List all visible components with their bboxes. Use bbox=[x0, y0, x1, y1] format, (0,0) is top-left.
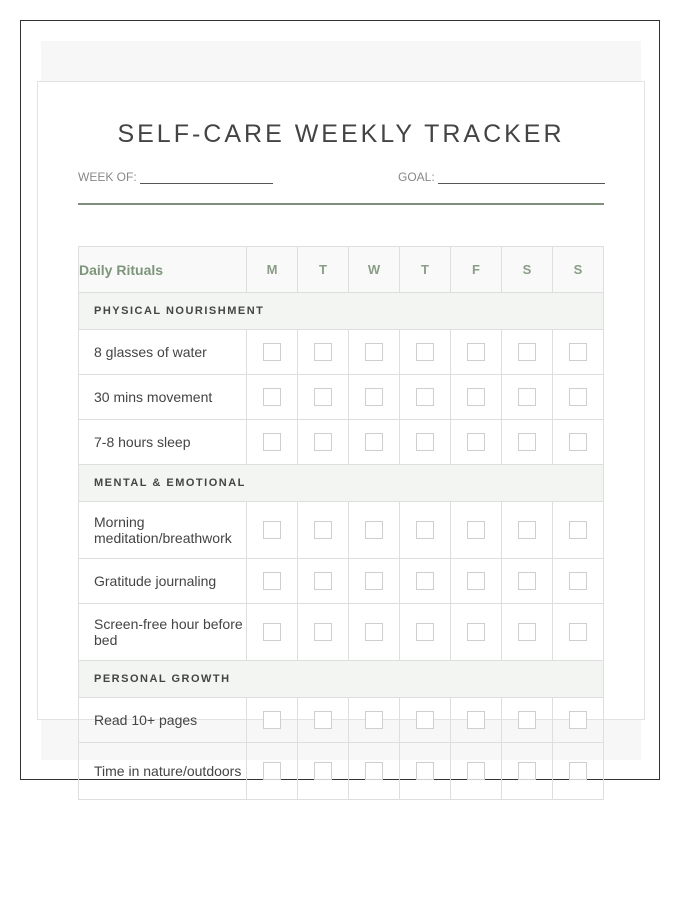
day-checkbox[interactable] bbox=[569, 388, 587, 406]
day-checkbox[interactable] bbox=[365, 433, 383, 451]
day-checkbox[interactable] bbox=[416, 762, 434, 780]
day-checkbox[interactable] bbox=[416, 521, 434, 539]
day-checkbox[interactable] bbox=[518, 711, 536, 729]
table-row bbox=[79, 743, 604, 800]
section-row bbox=[79, 465, 604, 502]
day-checkbox[interactable] bbox=[416, 623, 434, 641]
column-header-day: M bbox=[247, 247, 298, 293]
day-checkbox[interactable] bbox=[314, 433, 332, 451]
page-title: SELF-CARE WEEKLY TRACKER bbox=[117, 120, 565, 148]
day-checkbox[interactable] bbox=[467, 762, 485, 780]
day-checkbox[interactable] bbox=[416, 388, 434, 406]
week-of-label: WEEK OF: bbox=[78, 170, 137, 184]
day-checkbox[interactable] bbox=[314, 388, 332, 406]
day-checkbox[interactable] bbox=[263, 572, 281, 590]
day-checkbox[interactable] bbox=[518, 343, 536, 361]
ritual-label: 8 glasses of water bbox=[79, 330, 247, 375]
ritual-label: 30 mins movement bbox=[79, 375, 247, 420]
day-checkbox[interactable] bbox=[569, 343, 587, 361]
goal-label: GOAL: bbox=[398, 170, 435, 184]
day-checkbox[interactable] bbox=[569, 711, 587, 729]
day-checkbox[interactable] bbox=[263, 623, 281, 641]
column-header-day: S bbox=[553, 247, 604, 293]
column-header-day: F bbox=[451, 247, 502, 293]
day-checkbox[interactable] bbox=[518, 388, 536, 406]
week-of-input-line[interactable] bbox=[140, 171, 273, 184]
day-checkbox[interactable] bbox=[365, 572, 383, 590]
day-checkbox[interactable] bbox=[416, 343, 434, 361]
table-row bbox=[79, 559, 604, 604]
day-checkbox[interactable] bbox=[263, 521, 281, 539]
section-title: PERSONAL GROWTH bbox=[79, 661, 604, 698]
day-checkbox[interactable] bbox=[365, 343, 383, 361]
day-checkbox[interactable] bbox=[314, 762, 332, 780]
day-checkbox[interactable] bbox=[314, 343, 332, 361]
day-checkbox[interactable] bbox=[569, 623, 587, 641]
day-checkbox[interactable] bbox=[263, 433, 281, 451]
day-checkbox[interactable] bbox=[365, 762, 383, 780]
day-checkbox[interactable] bbox=[569, 521, 587, 539]
table-row bbox=[79, 375, 604, 420]
column-header-day: T bbox=[400, 247, 451, 293]
table-row bbox=[79, 698, 604, 743]
day-checkbox[interactable] bbox=[416, 572, 434, 590]
ritual-label: Gratitude journaling bbox=[79, 559, 247, 604]
ritual-label: Screen-free hour before bed bbox=[79, 604, 247, 661]
day-checkbox[interactable] bbox=[263, 711, 281, 729]
day-checkbox[interactable] bbox=[467, 711, 485, 729]
day-checkbox[interactable] bbox=[467, 433, 485, 451]
table-header-row bbox=[79, 247, 604, 293]
day-checkbox[interactable] bbox=[263, 343, 281, 361]
day-checkbox[interactable] bbox=[314, 623, 332, 641]
day-checkbox[interactable] bbox=[518, 623, 536, 641]
ritual-label: Read 10+ pages bbox=[79, 698, 247, 743]
day-checkbox[interactable] bbox=[314, 711, 332, 729]
day-checkbox[interactable] bbox=[467, 388, 485, 406]
column-header-day: W bbox=[349, 247, 400, 293]
day-checkbox[interactable] bbox=[518, 762, 536, 780]
table-row bbox=[79, 330, 604, 375]
day-checkbox[interactable] bbox=[569, 762, 587, 780]
ritual-label: 7-8 hours sleep bbox=[79, 420, 247, 465]
day-checkbox[interactable] bbox=[365, 388, 383, 406]
day-checkbox[interactable] bbox=[569, 572, 587, 590]
day-checkbox[interactable] bbox=[263, 762, 281, 780]
day-checkbox[interactable] bbox=[467, 572, 485, 590]
day-checkbox[interactable] bbox=[467, 343, 485, 361]
section-row bbox=[79, 661, 604, 698]
week-of-field[interactable] bbox=[78, 170, 273, 184]
header-divider bbox=[78, 203, 604, 205]
section-title: PHYSICAL NOURISHMENT bbox=[79, 293, 604, 330]
day-checkbox[interactable] bbox=[569, 433, 587, 451]
ritual-label: Time in nature/outdoors bbox=[79, 743, 247, 800]
day-checkbox[interactable] bbox=[365, 623, 383, 641]
day-checkbox[interactable] bbox=[314, 521, 332, 539]
day-checkbox[interactable] bbox=[518, 521, 536, 539]
day-checkbox[interactable] bbox=[416, 433, 434, 451]
day-checkbox[interactable] bbox=[518, 433, 536, 451]
tracker-table bbox=[78, 246, 604, 800]
day-checkbox[interactable] bbox=[365, 521, 383, 539]
goal-input-line[interactable] bbox=[438, 171, 605, 184]
day-checkbox[interactable] bbox=[467, 521, 485, 539]
day-checkbox[interactable] bbox=[365, 711, 383, 729]
section-row bbox=[79, 293, 604, 330]
day-checkbox[interactable] bbox=[314, 572, 332, 590]
day-checkbox[interactable] bbox=[518, 572, 536, 590]
column-header-rituals: Daily Rituals bbox=[79, 247, 247, 293]
table-row bbox=[79, 604, 604, 661]
goal-field[interactable] bbox=[398, 170, 605, 184]
day-checkbox[interactable] bbox=[467, 623, 485, 641]
table-row bbox=[79, 502, 604, 559]
ritual-label: Morning meditation/breathwork bbox=[79, 502, 247, 559]
day-checkbox[interactable] bbox=[416, 711, 434, 729]
column-header-day: T bbox=[298, 247, 349, 293]
column-header-day: S bbox=[502, 247, 553, 293]
page-shadow-top bbox=[41, 41, 641, 81]
day-checkbox[interactable] bbox=[263, 388, 281, 406]
table-row bbox=[79, 420, 604, 465]
section-title: MENTAL & EMOTIONAL bbox=[79, 465, 604, 502]
